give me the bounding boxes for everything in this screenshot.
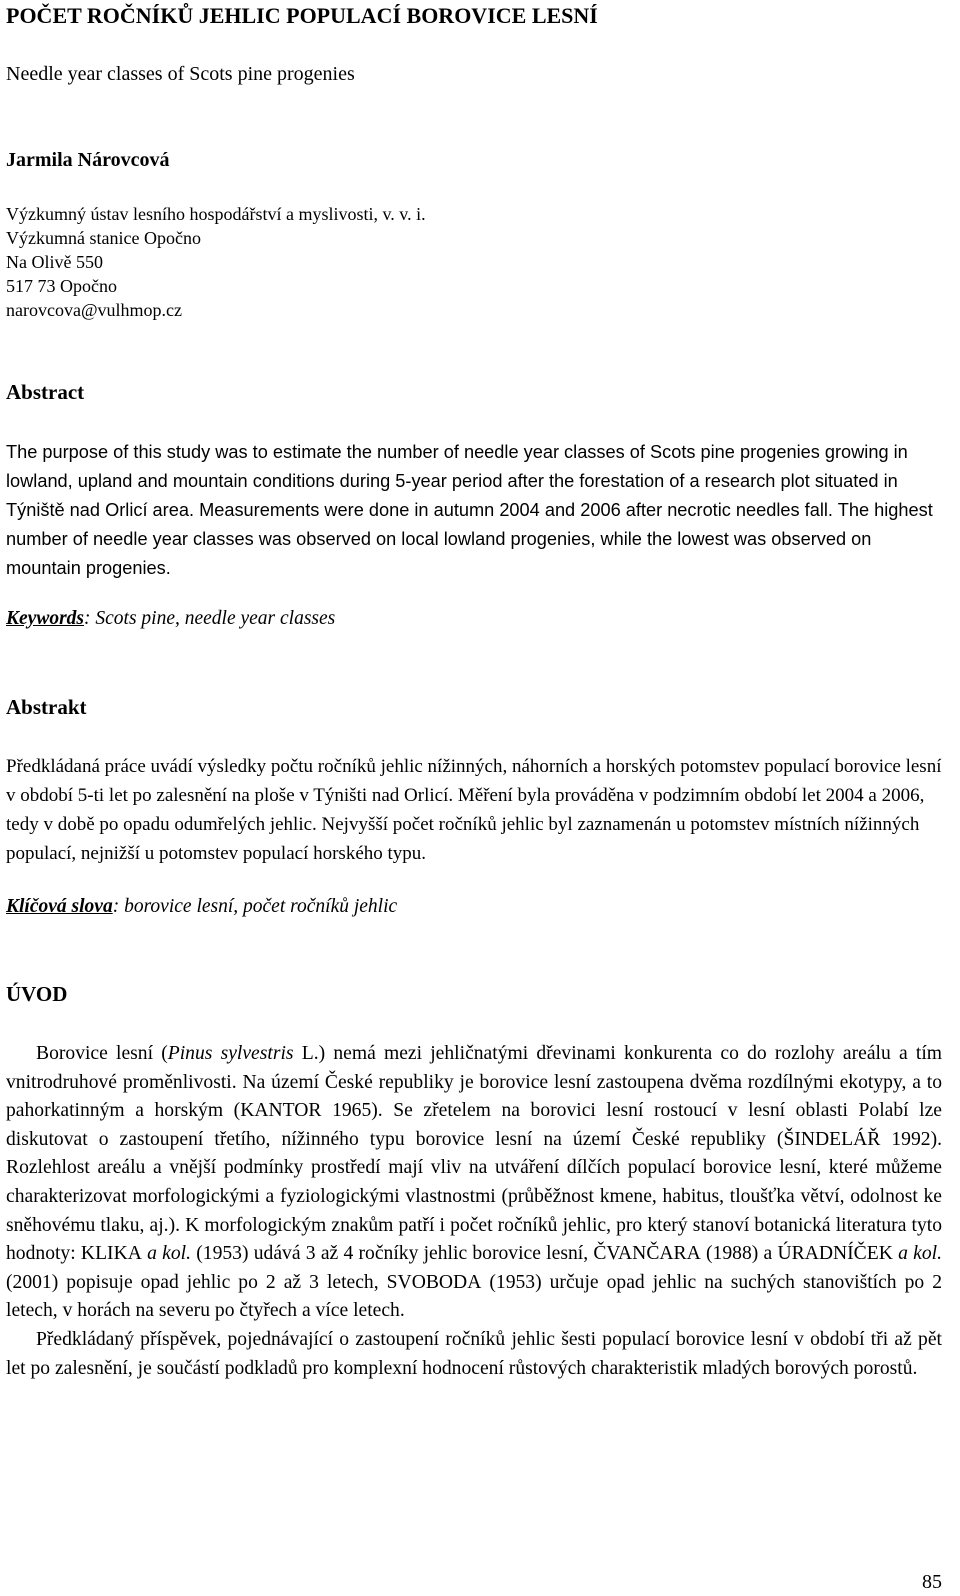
abstract-cz-text: Předkládaná práce uvádí výsledky počtu ročníků jehlic nížinných, náhorních a horských potomstev populací borovice lesní v období 5-ti let po zalesnění na ploše v Týništi nad Orlicí. Měření byla prováděna v podzimním období let 2004 a 2006, tedy v době po opadu odumřelých jehlic. Nejvyšší počet ročníků jehlic byl zaznamenán u potomstev místních nížinných populací, nejnižší u potomstev populací horského typu. [6, 756, 942, 864]
species-name: Pinus sylvestris [167, 1043, 294, 1064]
text-run: 1992). Rozlehlost areálu a vnější podmínky prostředí mají vliv na utváření dílčích populací borovice lesní, které můžeme charakterizovat morfologickými a fyziologickými vlastnostmi (průběžnost kmene, habitus, tloušťka větví, odolnost ke sněhovému tlaku, aj.). K morfologickým znakům patří i počet ročníků jehlic, pro který stanoví botanická literatura tyto hodnoty: [6, 1128, 942, 1265]
affiliation-line: Výzkumný ústav lesního hospodářství a myslivosti, v. v. i. [6, 204, 426, 224]
keywords-en [6, 608, 335, 630]
intro-heading: ÚVOD [6, 982, 68, 1006]
keywords-cz-label: Klíčová slova [6, 896, 113, 917]
abstract-en-heading: Abstract [6, 380, 85, 404]
cited-author: ČVANČARA [593, 1243, 701, 1265]
text-run: (2001) popisuje opad jehlic po 2 až 3 letech, [6, 1271, 387, 1293]
et-al: a kol. [147, 1243, 192, 1265]
page-number: 85 [922, 1571, 942, 1593]
abstract-cz-heading: Abstrakt [6, 695, 87, 719]
affiliation-line: Výzkumná stanice Opočno [6, 228, 201, 248]
keywords-en-label: Keywords [6, 608, 84, 629]
text-run: 1965). Se zřetelem na borovici lesní rostoucí v lesní oblasti Polabí lze diskutovat o zastoupení třetího, nížinného typu borovice lesní na území České republiky ( [6, 1100, 943, 1150]
text-run: (1953) určuje opad jehlic na suchých stanovištích po 2 letech, v horách na severu po čtyřech a více letech. [6, 1271, 942, 1322]
intro-body [6, 1040, 942, 1383]
cited-author: KANTOR [240, 1100, 322, 1122]
et-al: a kol. [898, 1243, 942, 1265]
intro-paragraph-2: Předkládaný příspěvek, pojednávající o zastoupení ročníků jehlic šesti populací borovice lesní v období tři až pět let po zalesnění, je součástí podkladů pro komplexní hodnocení růstových charakteristik mladých borových porostů. [6, 1328, 942, 1379]
paper-title: POČET ROČNÍKŮ JEHLIC POPULACÍ BOROVICE LESNÍ [6, 3, 598, 28]
keywords-cz-values: : borovice lesní, počet ročníků jehlic [112, 896, 398, 917]
author-email: narovcova@vulhmop.cz [6, 300, 183, 320]
text-run: (1953) udává 3 až 4 ročníky jehlic borovice lesní, [191, 1243, 594, 1265]
text-run: L.) nemá mezi jehličnatými dřevinami konkurenta co do rozlohy areálu a tím vnitrodruhové proměnlivosti. Na území České republiky je borovice lesní zastoupena dvěma rozdílnými ekotypy, a to pahorkatinným a horským ( [6, 1043, 943, 1122]
text-run: (1988) a [700, 1243, 778, 1265]
keywords-en-values: : Scots pine, needle year classes [84, 608, 336, 629]
intro-paragraph-1 [6, 1040, 942, 1326]
cited-author: KLIKA [80, 1243, 142, 1265]
paper-subtitle: Needle year classes of Scots pine progenies [6, 63, 355, 85]
keywords-cz [6, 896, 397, 918]
text-run: Borovice lesní ( [36, 1043, 168, 1064]
cited-author: ÚRADNÍČEK [777, 1243, 893, 1265]
affiliation-line: 517 73 Opočno [6, 276, 117, 296]
cited-author: SVOBODA [386, 1271, 482, 1293]
affiliation-line: Na Olivě 550 [6, 252, 103, 272]
author-name: Jarmila Nárovcová [6, 149, 170, 171]
cited-author: ŠINDELÁŘ [783, 1128, 881, 1150]
abstract-en-text: The purpose of this study was to estimate the number of needle year classes of Scots pine progenies growing in lowland, upland and mountain conditions during 5-year period after the forestation of a research plot situated in Týniště nad Orlicí area. Measurements were done in autumn 2004 and 2006 after necrotic needles fall. The highest number of needle year classes was observed on local lowland progenies, while the lowest was observed on mountain progenies. [6, 442, 933, 578]
